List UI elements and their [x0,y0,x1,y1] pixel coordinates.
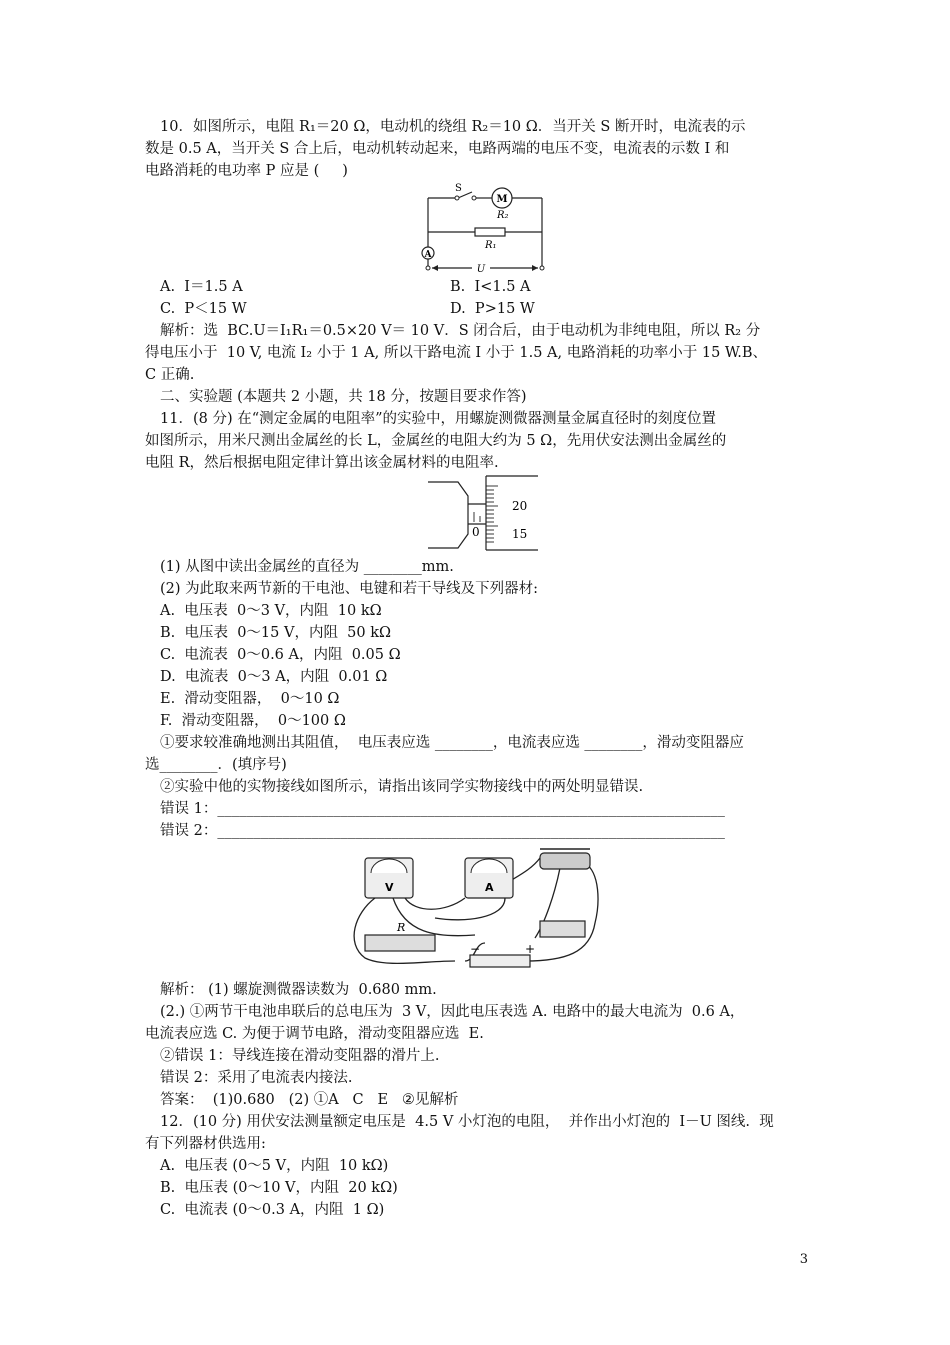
micrometer-tick-20: 20 [512,499,528,513]
rheostat-image [540,853,590,869]
q10-option-d: D. P>15 W [450,301,535,317]
ammeter-label: A [424,250,432,260]
q11-equipment-f: F. 滑动变阻器， 0～100 Ω [160,713,346,729]
q11-subquestion-1-cont: 选________．(填序号) [145,757,287,773]
q10-line-3: 电路消耗的电功率 P 应是 ( ) [145,163,348,179]
q11-analysis-2: (2.) ①两节干电池串联后的总电压为 3 V，因此电压表选 A. 电路中的最大电流为 0.6 A， [160,1004,745,1020]
voltmeter-label: V [385,881,394,894]
q11-error-2: 错误 2：______________________________________________________________________ [160,823,725,839]
q12-line-1: 12．(10 分) 用伏安法测量额定电压是 4.5 V 小灯泡的电阻， 并作出小灯泡的 I－U 图线. 现 [160,1114,774,1130]
q10-analysis-3: C 正确. [145,367,195,383]
q11-line-3: 电阻 R，然后根据电阻定律计算出该金属材料的电阻率. [145,455,499,471]
wiring-diagram [345,843,605,973]
q11-analysis-4: ②错误 1：导线连接在滑动变阻器的滑片上. [160,1048,440,1064]
q12-equipment-b: B. 电压表 (0～10 V，内阻 20 kΩ) [160,1180,398,1196]
q10-circuit-diagram [410,180,560,275]
switch-image [540,921,585,937]
q10-option-a: A. I＝1.5 A [160,279,243,295]
q10-line-1: 10．如图所示，电阻 R₁＝20 Ω，电动机的绕组 R₂＝10 Ω．当开关 S 断开时，电流表的示 [160,119,746,135]
q12-line-2: 有下列器材供选用: [145,1136,266,1152]
q10-analysis-2: 得电压小于 10 V, 电流 I₂ 小于 1 A, 所以干路电流 I 小于 1.5 A, 电路消耗的功率小于 15 W.B、 [145,345,768,361]
q11-line-2: 如图所示，用米尺测出金属丝的长 L，金属丝的电阻大约为 5 Ω，先用伏安法测出金属丝的 [145,433,727,449]
q11-equipment-a: A. 电压表 0～3 V，内阻 10 kΩ [160,603,382,619]
q11-equipment-b: B. 电压表 0～15 V，内阻 50 kΩ [160,625,392,641]
q11-item-1: (1) 从图中读出金属丝的直径为 ________mm. [160,559,454,575]
q11-equipment-c: C. 电流表 0～0.6 A，内阻 0.05 Ω [160,647,401,663]
battery-plus-label: + [525,942,536,956]
q10-option-b: B. I<1.5 A [450,279,531,295]
q11-equipment-d: D. 电流表 0～3 A，内阻 0.01 Ω [160,669,388,685]
q10-option-c: C. P＜15 W [160,301,247,317]
ammeter-label: A [485,881,494,894]
q10-line-2: 数是 0.5 A，当开关 S 合上后，电动机转动起来，电路两端的电压不变，电流表的示数 I 和 [145,141,730,157]
q11-answer: 答案： (1)0.680 (2) ①A C E ②见解析 [160,1092,459,1108]
micrometer-figure [428,474,540,552]
battery-image [470,955,530,967]
q11-subquestion-1: ①要求较准确地测出其阻值， 电压表应选 ________，电流表应选 ________，滑动变阻器应 [160,735,744,751]
resistor-r1-symbol [475,228,505,236]
switch-label: S [455,183,462,194]
section-heading: 二、实验题 (本题共 2 小题，共 18 分，按题目要求作答) [160,389,527,405]
resistor-image [365,935,435,951]
q11-error-1: 错误 1：______________________________________________________________________ [160,801,725,817]
q12-equipment-a: A. 电压表 (0～5 V，内阻 10 kΩ) [160,1158,389,1174]
q11-subquestion-2: ②实验中他的实物接线如图所示，请指出该同学实物接线中的两处明显错误. [160,779,644,795]
motor-label: M [496,194,508,205]
q11-equipment-e: E. 滑动变阻器， 0～10 Ω [160,691,340,707]
q11-line-1: 11．(8 分) 在“测定金属的电阻率”的实验中，用螺旋测微器测量金属直径时的刻度位置 [160,411,717,427]
q11-item-2: (2) 为此取来两节新的干电池、电键和若干导线及下列器材: [160,581,539,597]
q11-analysis-1: 解析： (1) 螺旋测微器读数为 0.680 mm. [160,982,437,998]
q12-equipment-c: C. 电流表 (0～0.3 A，内阻 1 Ω) [160,1202,385,1218]
micrometer-tick-0: 0 [472,525,480,539]
micrometer-tick-15: 15 [512,527,528,541]
resistor-label: R [397,921,406,934]
q10-analysis-1: 解析：选 BC.U＝I₁R₁＝0.5×20 V＝ 10 V．S 闭合后，由于电动机为非纯电阻，所以 R₂ 分 [160,323,761,339]
r1-label: R₁ [485,240,497,251]
q11-analysis-3: 电流表应选 C. 为便于调节电路，滑动变阻器应选 E. [145,1026,484,1042]
page-number: 3 [799,1252,808,1267]
battery-minus-label: − [470,942,481,956]
r2-label: R₂ [497,210,509,221]
voltage-label: U [476,264,486,275]
q11-analysis-5: 错误 2：采用了电流表内接法. [160,1070,353,1086]
